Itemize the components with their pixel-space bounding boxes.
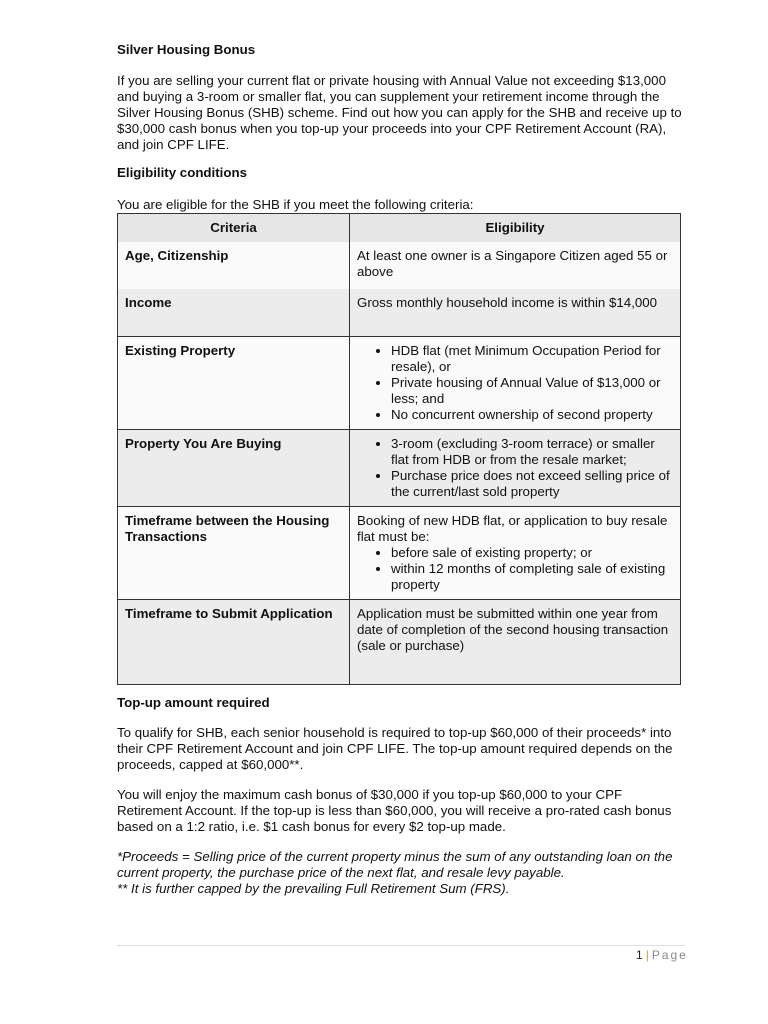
eligibility-heading: Eligibility conditions	[117, 165, 248, 180]
footer-separator: |	[645, 948, 649, 962]
document-title: Silver Housing Bonus	[117, 42, 256, 57]
criteria-cell: Existing Property	[118, 336, 350, 429]
proceeds-footnote: *Proceeds = Selling price of the current property minus the sum of any outstanding loan on the current property, the purchase price of the next flat, and resale levy payable.	[117, 849, 673, 880]
eligibility-cell	[350, 336, 681, 429]
criteria-cell: Timeframe to Submit Application	[118, 599, 350, 684]
eligibility-cell	[350, 506, 681, 599]
eligibility-intro: You are eligible for the SHB if you meet the following criteria:	[117, 197, 474, 212]
header-eligibility: Eligibility	[350, 214, 681, 243]
table-row	[118, 429, 681, 506]
header-criteria: Criteria	[118, 214, 350, 243]
eligibility-cell	[350, 429, 681, 506]
frs-footnote: ** It is further capped by the prevailing Full Retirement Sum (FRS).	[117, 881, 510, 896]
bullet-item: • within 12 months of completing sale of existing property	[391, 561, 673, 593]
eligibility-cell: Application must be submitted within one year from date of completion of the second housing transaction (sale or purchase)	[350, 599, 681, 684]
topup-paragraph-2: You will enjoy the maximum cash bonus of $30,000 if you top-up $60,000 to your CPF Retirement Account. If the top-up is less than $60,000, you will receive a pro-rated cash bonus based on a 1:2 ratio, i.e. $1 cash bonus for every $2 top-up made.	[117, 787, 672, 834]
footer-divider	[117, 945, 685, 946]
bullet-item: • No concurrent ownership of second property	[391, 407, 673, 423]
cell-text: Booking of new HDB flat, or application to buy resale flat must be:	[357, 512, 668, 544]
bullet-item: • before sale of existing property; or	[391, 545, 673, 561]
page-label: Page	[651, 948, 688, 962]
table-row	[118, 506, 681, 599]
table-row	[118, 599, 681, 684]
table-row	[118, 242, 681, 289]
criteria-cell: Property You Are Buying	[118, 429, 350, 506]
table-header-row	[118, 214, 681, 243]
bullet-item: • Purchase price does not exceed selling price of the current/last sold property	[391, 468, 673, 500]
eligibility-cell: Gross monthly household income is within $14,000	[350, 289, 681, 336]
bullet-item: • HDB flat (met Minimum Occupation Period for resale), or	[391, 343, 673, 375]
table-row	[118, 336, 681, 429]
intro-paragraph: If you are selling your current flat or private housing with Annual Value not exceeding $13,000 and buying a 3-room or smaller flat, you can supplement your retirement income through the Silver Housing Bonus (SHB) scheme. Find out how you can apply for the SHB and receive up to $30,000 cash bonus when you top-up your proceeds into your CPF Retirement Account (RA), and join CPF LIFE.	[117, 73, 682, 152]
page-footer	[636, 947, 688, 963]
table-row	[118, 289, 681, 336]
bullet-item: • 3-room (excluding 3-room terrace) or smaller flat from HDB or from the resale market;	[391, 436, 673, 468]
bullet-item: • Private housing of Annual Value of $13,000 or less; and	[391, 375, 673, 407]
criteria-cell: Timeframe between the Housing Transactions	[118, 506, 350, 599]
criteria-cell: Income	[118, 289, 350, 336]
topup-heading: Top-up amount required	[117, 695, 270, 710]
eligibility-table	[117, 213, 681, 685]
topup-paragraph-1: To qualify for SHB, each senior household is required to top-up $60,000 of their proceeds* into their CPF Retirement Account and join CPF LIFE. The top-up amount required depends on the proceeds, capped at $60,000**.	[117, 725, 673, 772]
page-number: 1	[636, 948, 643, 962]
criteria-cell: Age, Citizenship	[118, 242, 350, 289]
eligibility-cell: At least one owner is a Singapore Citizen aged 55 or above	[350, 242, 681, 289]
